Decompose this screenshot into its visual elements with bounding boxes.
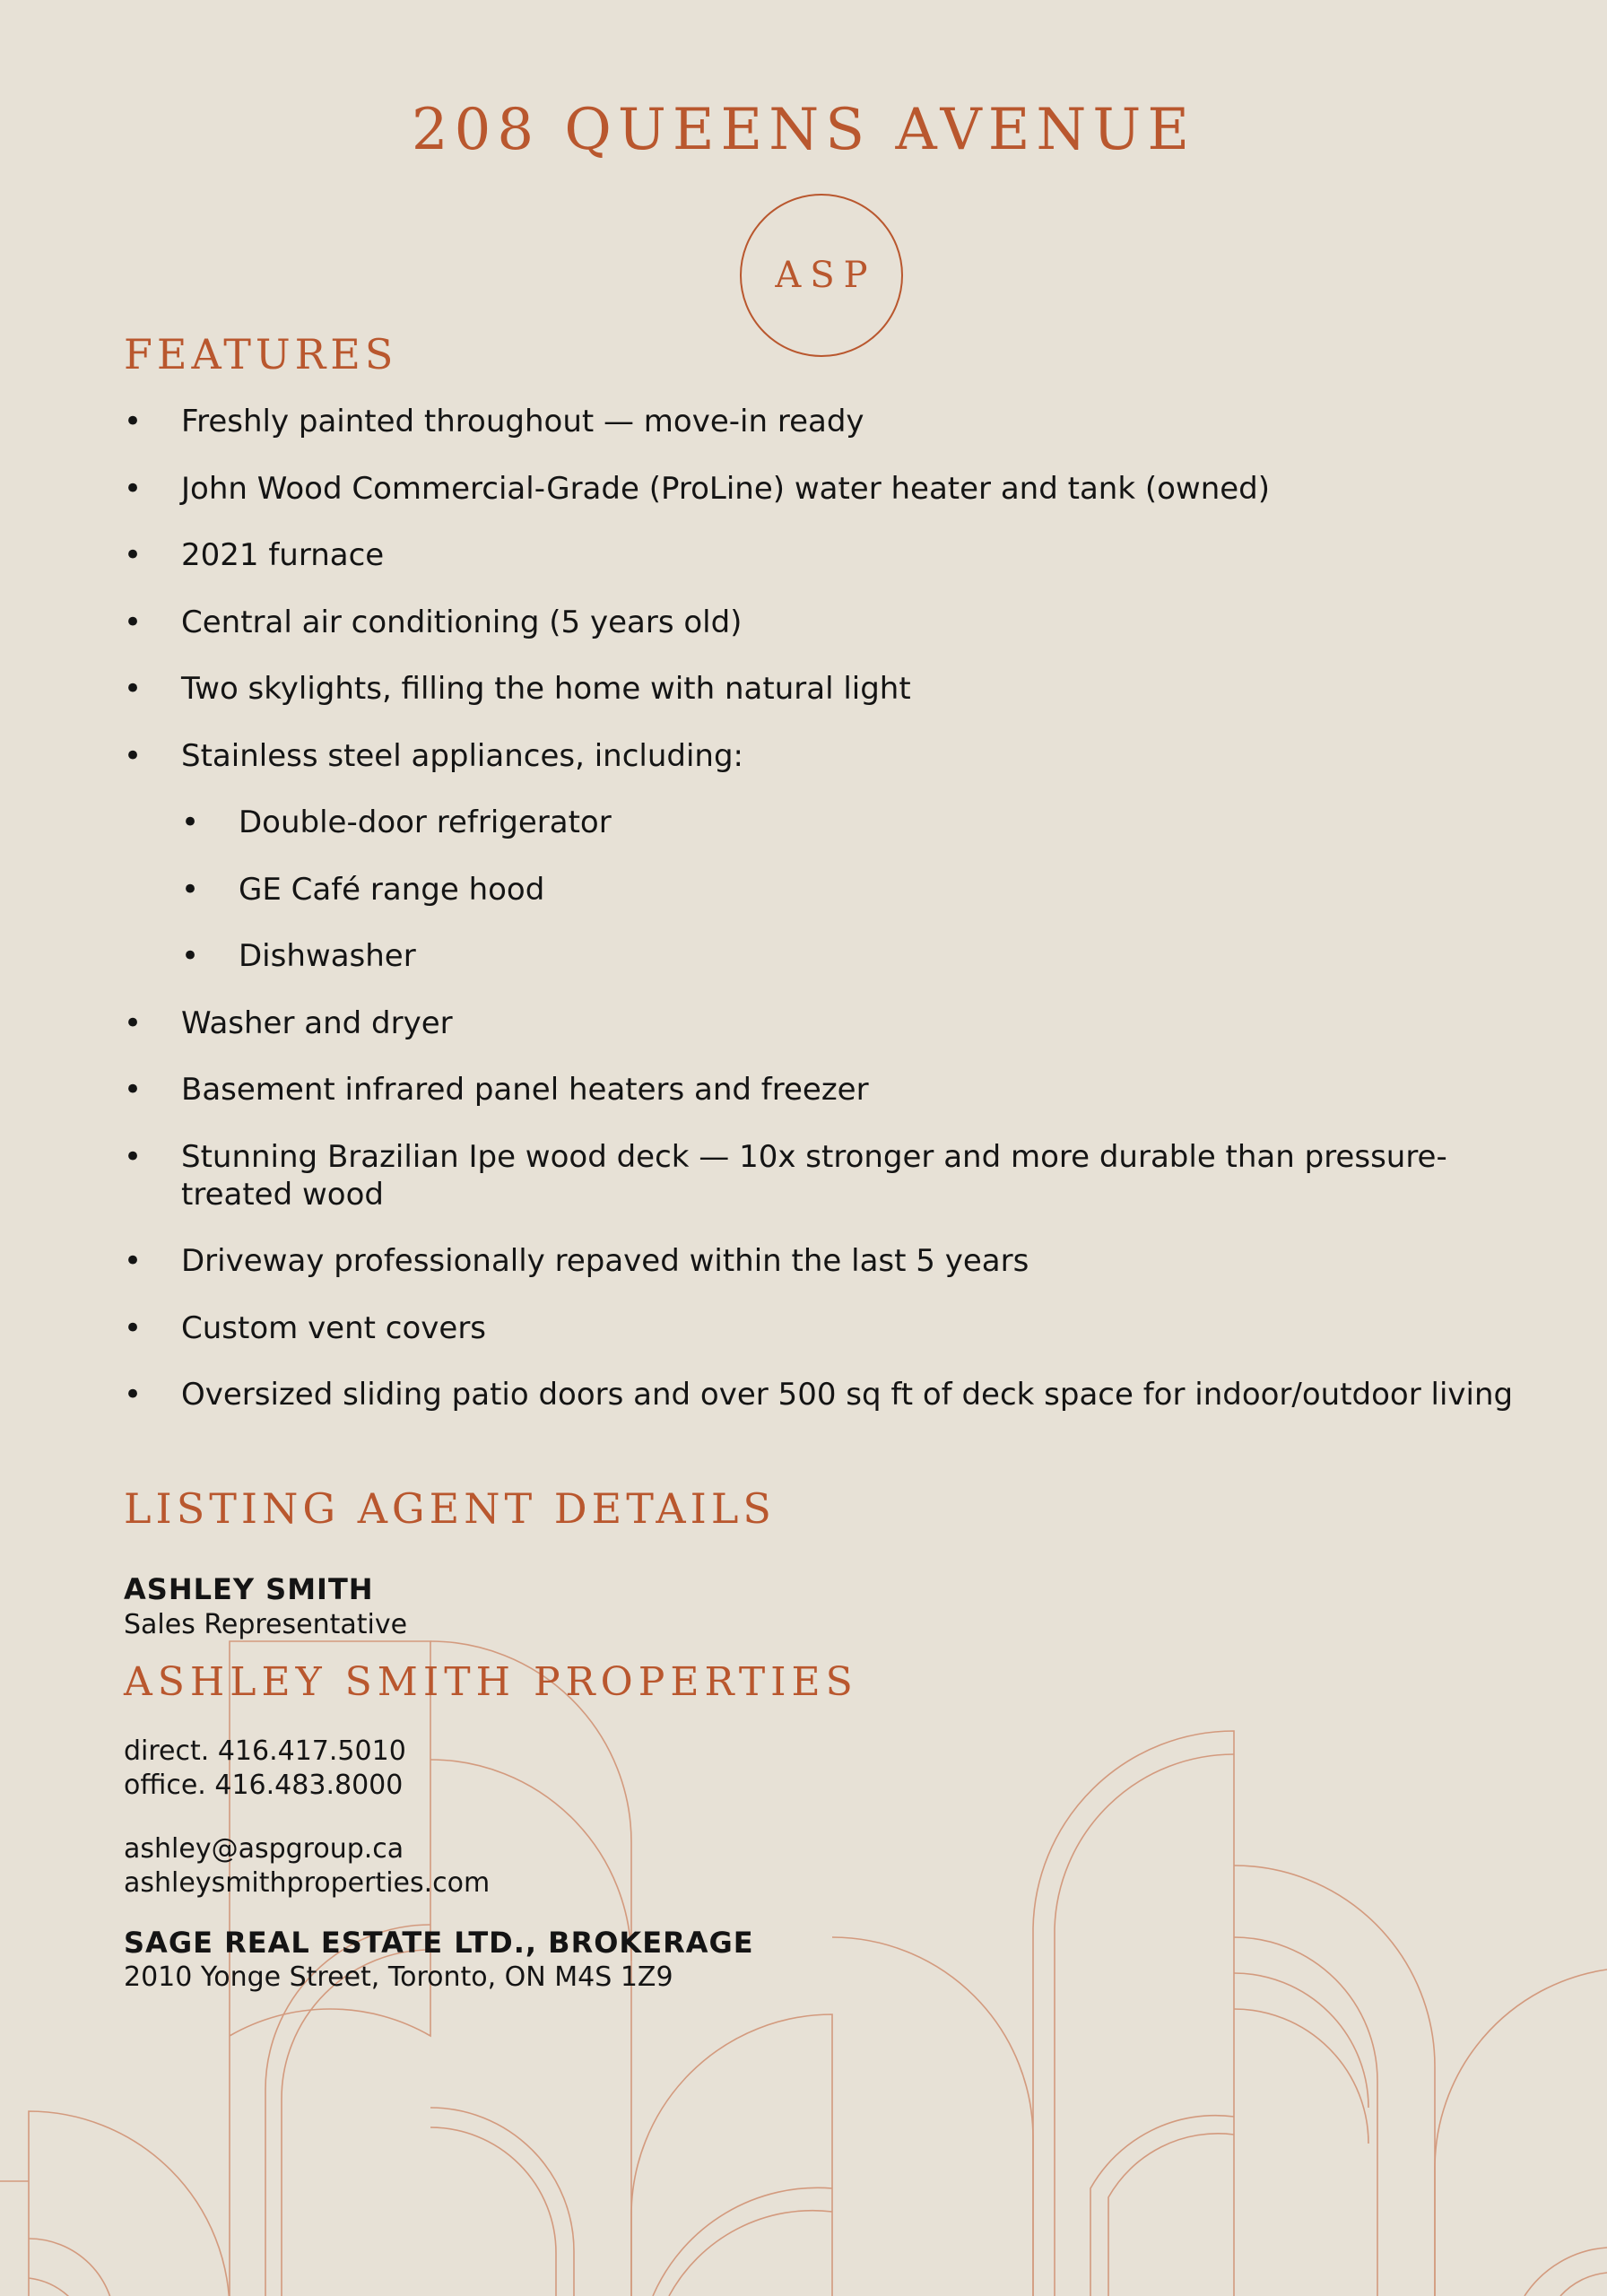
feature-item: • Driveway professionally repaved within the last 5 years xyxy=(124,1242,1523,1280)
feature-subitem: • Double-door refrigerator xyxy=(124,804,1523,841)
feature-item: • Central air conditioning (5 years old) xyxy=(124,604,1523,641)
feature-item: • 2021 furnace xyxy=(124,536,1523,574)
feature-item: • Freshly painted throughout — move-in ready xyxy=(124,403,1523,440)
brokerage-name: SAGE REAL ESTATE LTD., BROKERAGE xyxy=(124,1926,754,1960)
agent-name: ASHLEY SMITH xyxy=(124,1572,374,1606)
feature-subitem: • GE Café range hood xyxy=(124,871,1523,909)
feature-item: • John Wood Commercial-Grade (ProLine) water heater and tank (owned) xyxy=(124,470,1523,508)
feature-item: • Two skylights, filling the home with natural light xyxy=(124,670,1523,708)
office-phone[interactable]: office. 416.483.8000 xyxy=(124,1770,404,1801)
features-heading: FEATURES xyxy=(124,330,398,378)
property-title: 208 QUEENS AVENUE xyxy=(411,97,1196,163)
email-link[interactable]: ashley@aspgroup.ca xyxy=(124,1833,404,1865)
feature-item: • Stunning Brazilian Ipe wood deck — 10x stronger and more durable than pressure-treated wood xyxy=(124,1138,1523,1213)
feature-item: • Stainless steel appliances, including: xyxy=(124,737,1523,775)
company-name: ASHLEY SMITH PROPERTIES xyxy=(124,1659,858,1705)
direct-phone[interactable]: direct. 416.417.5010 xyxy=(124,1735,406,1767)
listing-agent-heading: LISTING AGENT DETAILS xyxy=(124,1484,776,1533)
agent-role: Sales Representative xyxy=(124,1609,408,1640)
feature-item: • Basement infrared panel heaters and freezer xyxy=(124,1071,1523,1109)
asp-monogram-logo: ASP xyxy=(740,194,903,357)
feature-subitem: • Dishwasher xyxy=(124,937,1523,975)
features-list xyxy=(124,403,1523,1443)
website-link[interactable]: ashleysmithproperties.com xyxy=(124,1867,491,1899)
feature-item: • Custom vent covers xyxy=(124,1309,1523,1347)
brokerage-address: 2010 Yonge Street, Toronto, ON M4S 1Z9 xyxy=(124,1961,673,1993)
feature-item: • Washer and dryer xyxy=(124,1004,1523,1042)
feature-item: • Oversized sliding patio doors and over 500 sq ft of deck space for indoor/outdoor living xyxy=(124,1376,1523,1413)
